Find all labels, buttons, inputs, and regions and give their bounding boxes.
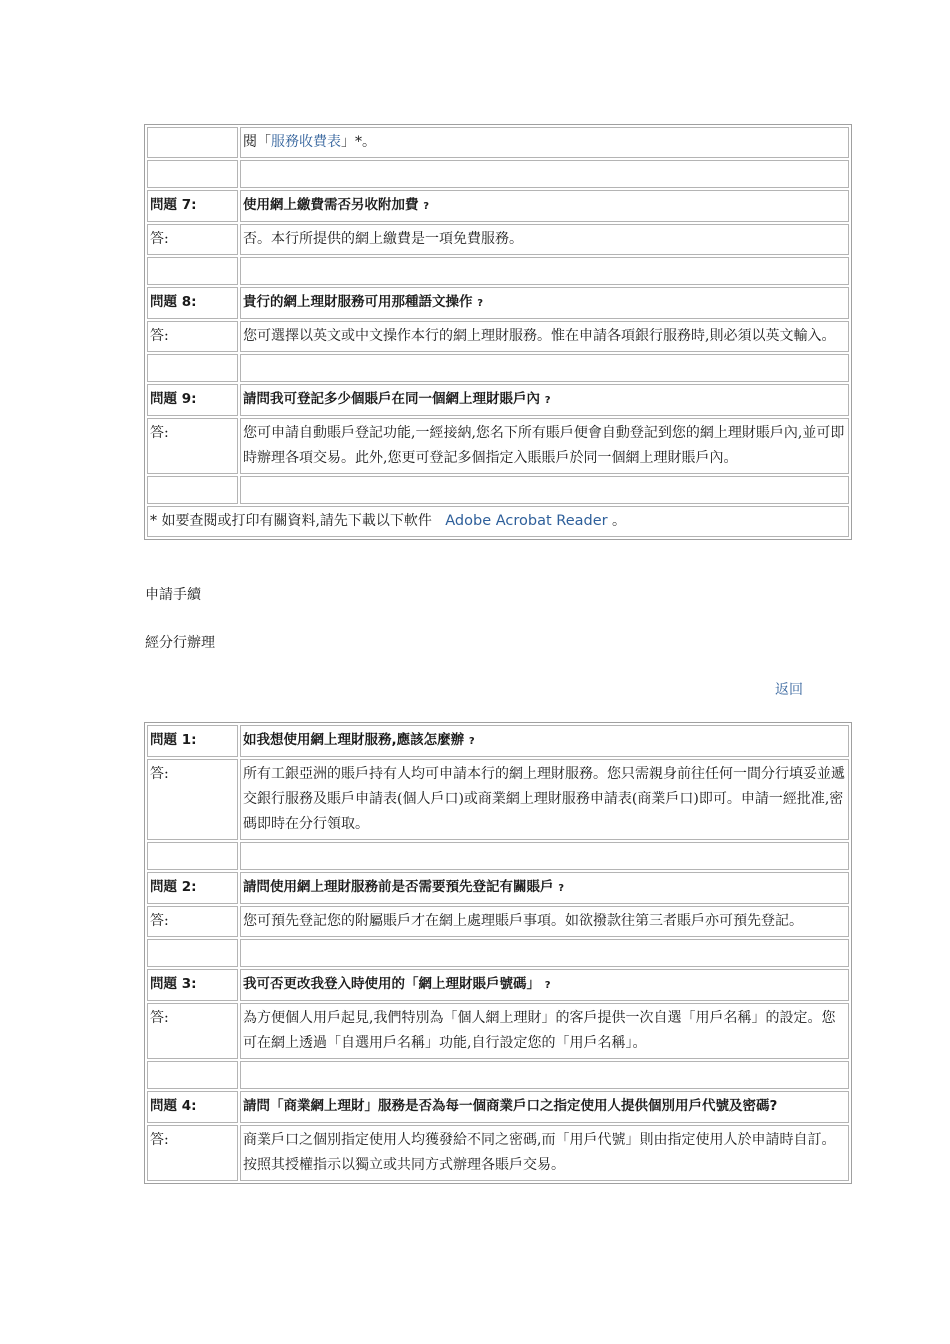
spacer-cell [240, 1061, 849, 1089]
spacer-cell [147, 1061, 238, 1089]
spacer-cell [147, 354, 238, 382]
empty-cell [147, 127, 238, 158]
question-label: 問題 9: [147, 384, 238, 416]
heading-apply: 申請手續 [145, 587, 201, 603]
answer-label: 答: [147, 1125, 238, 1181]
spacer-cell [240, 939, 849, 967]
back-link[interactable]: 返回 [775, 682, 803, 698]
spacer-cell [147, 939, 238, 967]
question-text: 貴行的網上理財服務可用那種語文操作 ? [240, 287, 849, 319]
spacer-cell [147, 842, 238, 870]
question-label: 問題 4: [147, 1091, 238, 1123]
answer-text: 否。本行所提供的網上繳費是一項免費服務。 [240, 224, 849, 255]
question-text: 如我想使用網上理財服務,應該怎麼辦 ? [240, 725, 849, 757]
spacer-cell [147, 476, 238, 504]
question-label: 問題 1: [147, 725, 238, 757]
faq-table-1 [144, 124, 852, 540]
answer-continuation: 閱「服務收費表」*。 [240, 127, 849, 158]
spacer-cell [240, 160, 849, 188]
spacer-cell [240, 476, 849, 504]
question-text: 我可否更改我登入時使用的「網上理財賬戶號碼」 ? [240, 969, 849, 1001]
answer-text: 您可預先登記您的附屬賬戶才在網上處理賬戶事項。如欲撥款往第三者賬戶亦可預先登記。 [240, 906, 849, 937]
question-text: 使用網上繳費需否另收附加費 ? [240, 190, 849, 222]
acrobat-reader-link[interactable]: Adobe Acrobat Reader [445, 513, 608, 529]
question-text: 請問使用網上理財服務前是否需要預先登記有關賬戶 ? [240, 872, 849, 904]
answer-text: 商業戶口之個別指定使用人均獲發給不同之密碼,而「用戶代號」則由指定使用人於申請時自訂。按照其授權指示以獨立或共同方式辦理各賬戶交易。 [240, 1125, 849, 1181]
answer-label: 答: [147, 1003, 238, 1059]
answer-label: 答: [147, 906, 238, 937]
spacer-cell [240, 257, 849, 285]
answer-text: 您可選擇以英文或中文操作本行的網上理財服務。惟在申請各項銀行服務時,則必須以英文輸入。 [240, 321, 849, 352]
answer-label: 答: [147, 759, 238, 840]
faq-table-2 [144, 722, 852, 1184]
download-note: * 如要查閱或打印有關資料,請先下載以下軟件 Adobe Acrobat Reader 。 [147, 506, 849, 537]
question-label: 問題 7: [147, 190, 238, 222]
answer-label: 答: [147, 321, 238, 352]
spacer-cell [240, 354, 849, 382]
question-label: 問題 8: [147, 287, 238, 319]
answer-label: 答: [147, 224, 238, 255]
question-text: 請問我可登記多少個賬戶在同一個網上理財賬戶內 ? [240, 384, 849, 416]
answer-text: 為方便個人用戶起見,我們特別為「個人網上理財」的客戶提供一次自選「用戶名稱」的設定。您可在網上透過「自選用戶名稱」功能,自行設定您的「用戶名稱」。 [240, 1003, 849, 1059]
question-text: 請問「商業網上理財」服務是否為每一個商業戶口之指定使用人提供個別用戶代號及密碼? [240, 1091, 849, 1123]
fee-schedule-link[interactable]: 服務收費表 [271, 134, 341, 150]
heading-branch: 經分行辦理 [145, 635, 215, 651]
answer-label: 答: [147, 418, 238, 474]
answer-text: 所有工銀亞洲的賬戶持有人均可申請本行的網上理財服務。您只需親身前往任何一間分行填妥並遞交銀行服務及賬戶申請表(個人戶口)或商業網上理財服務申請表(商業戶口)即可。申請一經批准,密碼即時在分行領取。 [240, 759, 849, 840]
spacer-cell [147, 160, 238, 188]
spacer-cell [240, 842, 849, 870]
answer-text: 您可申請自動賬戶登記功能,一經接納,您名下所有賬戶便會自動登記到您的網上理財賬戶內,並可即時辦理各項交易。此外,您更可登記多個指定入賬賬戶於同一個網上理財賬戶內。 [240, 418, 849, 474]
spacer-cell [147, 257, 238, 285]
question-label: 問題 3: [147, 969, 238, 1001]
question-label: 問題 2: [147, 872, 238, 904]
